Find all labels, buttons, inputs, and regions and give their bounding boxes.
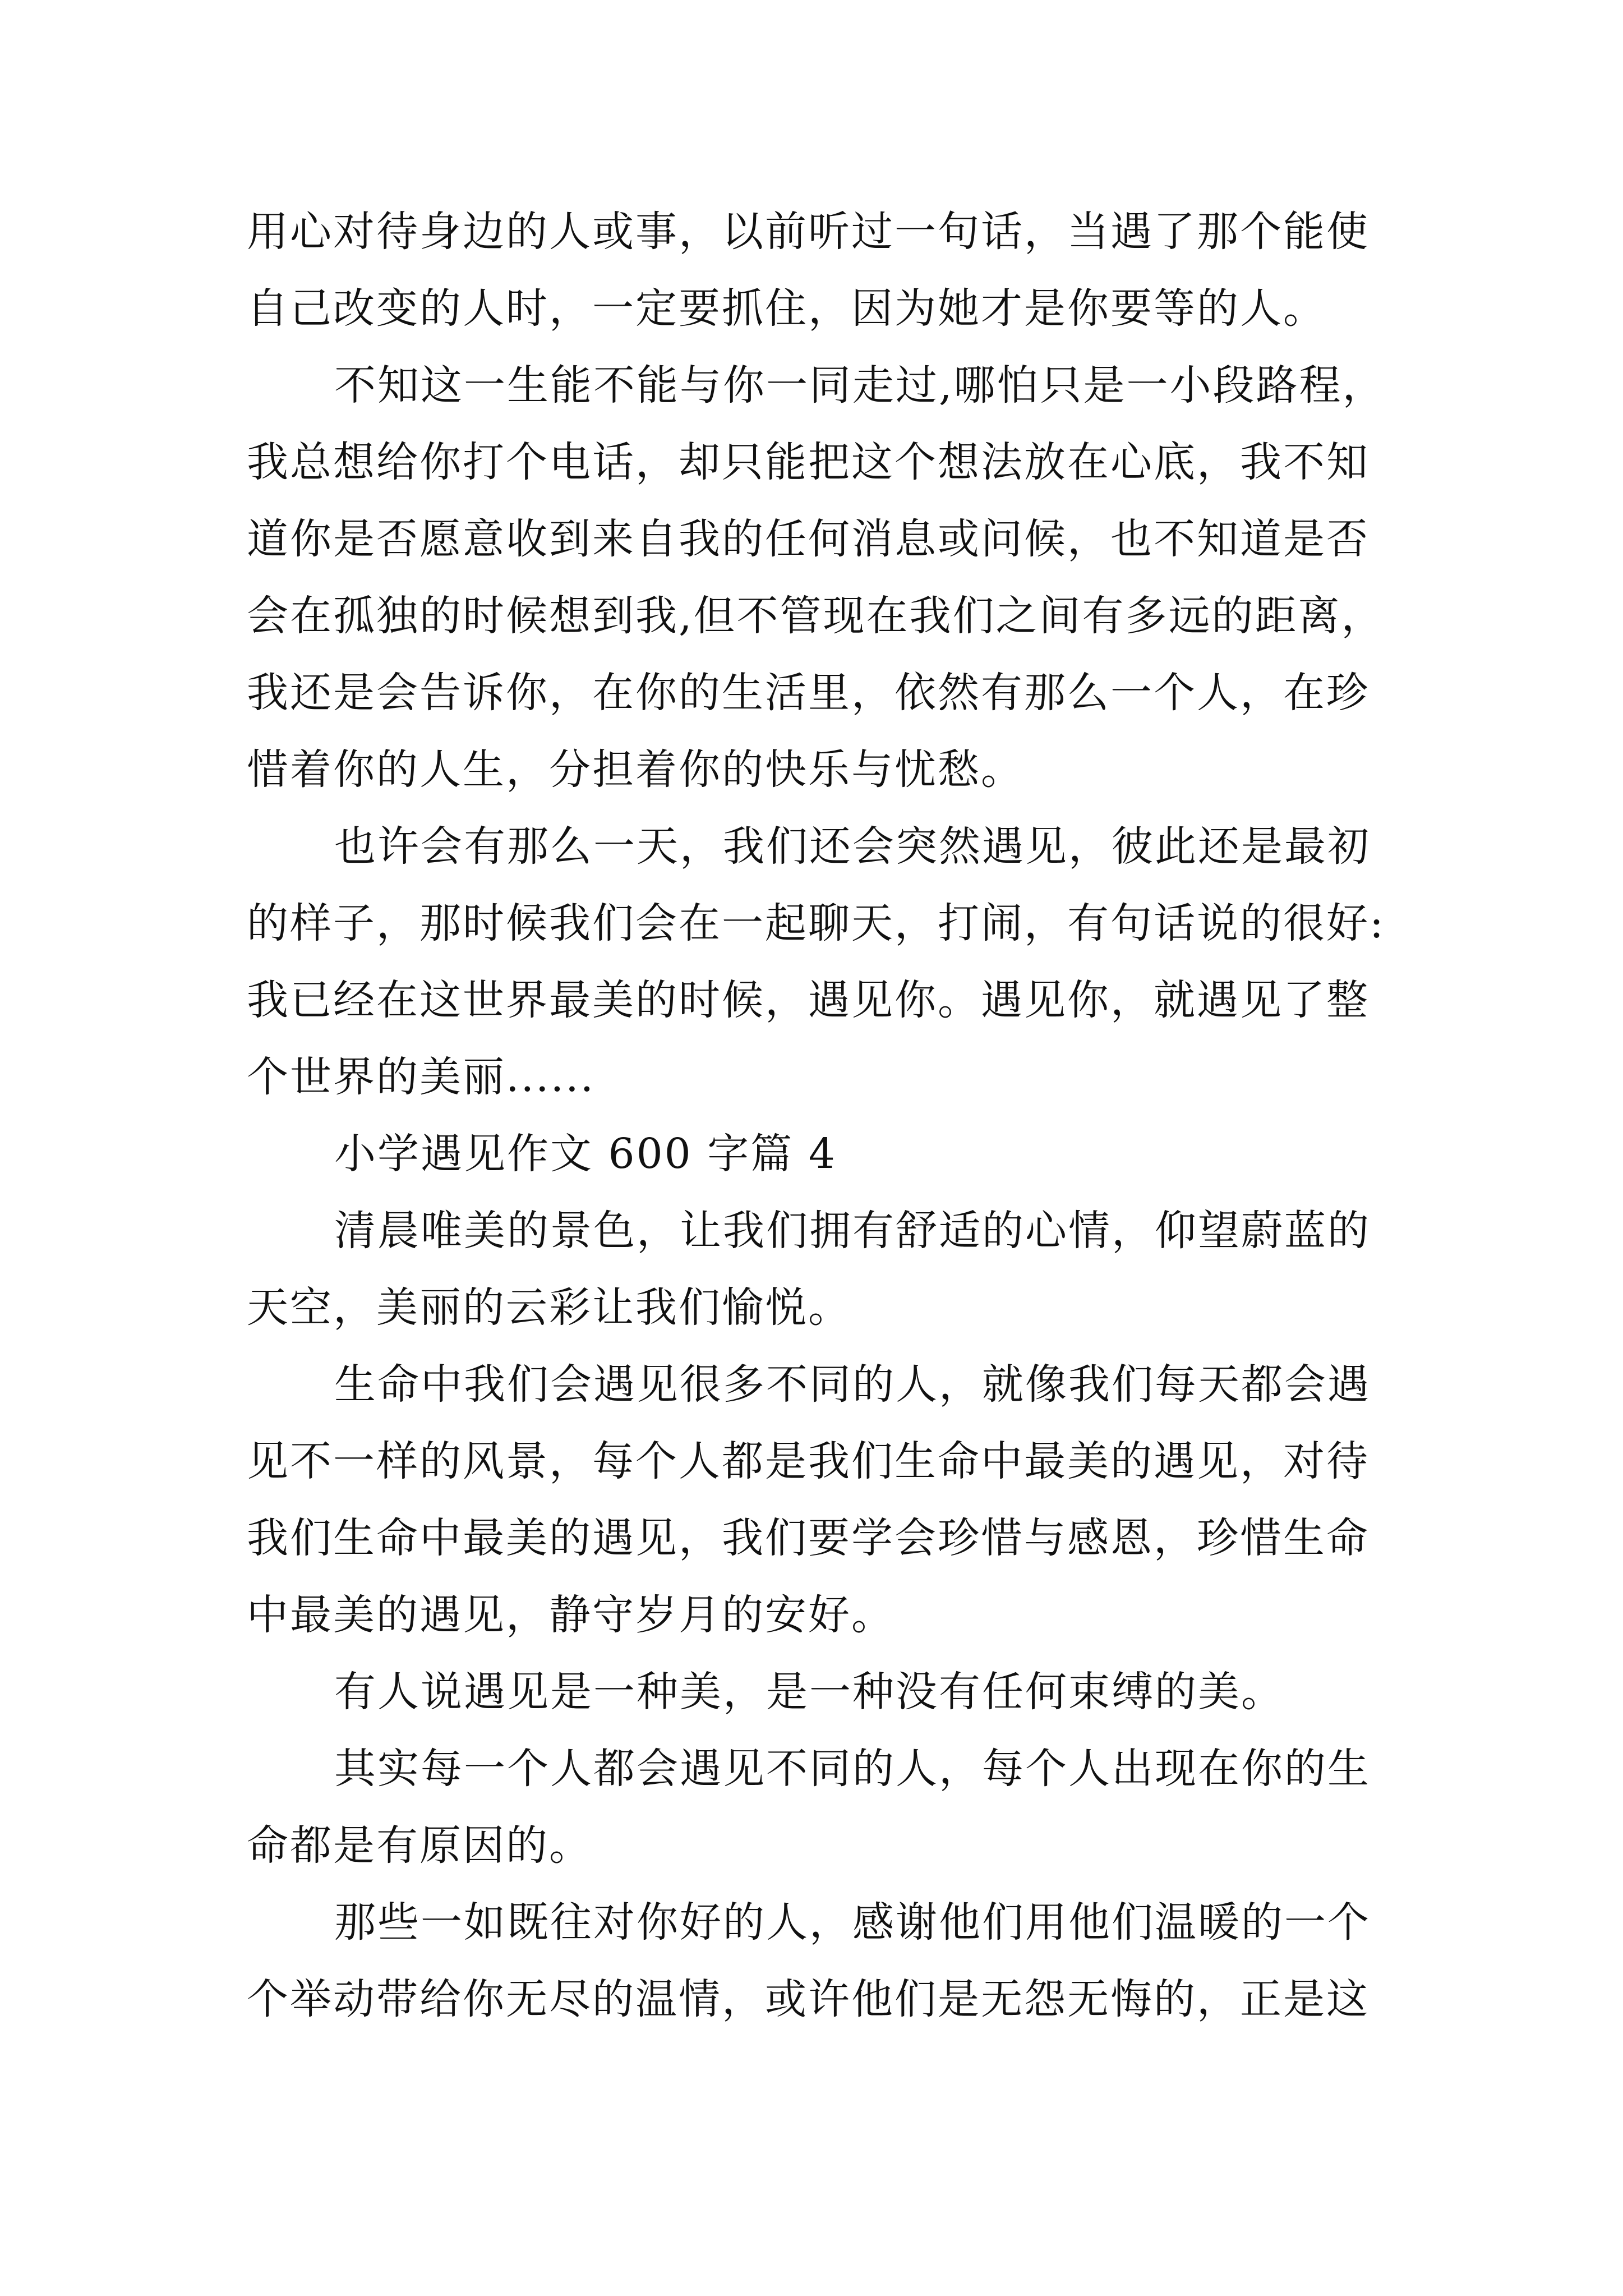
- text-line: 我还是会告诉你，在你的生活里，依然有那么一个人，在珍: [247, 669, 1370, 717]
- text-line: 会在孤独的时候想到我,但不管现在我们之间有多远的距离，: [247, 592, 1385, 640]
- paragraph-start-line: 生命中我们会遇见很多不同的人，就像我们每天都会遇: [334, 1360, 1371, 1409]
- text-line: 的样子，那时候我们会在一起聊天，打闹，有句话说的很好:: [247, 899, 1385, 947]
- section-heading: 小学遇见作文 600 字篇 4: [334, 1130, 837, 1178]
- paragraph-start-line: 有人说遇见是一种美，是一种没有任何束缚的美。: [334, 1668, 1284, 1716]
- paragraph-start-line: 其实每一个人都会遇见不同的人，每个人出现在你的生: [334, 1745, 1371, 1793]
- text-line: 道你是否愿意收到来自我的任何消息或问候，也不知道是否: [247, 515, 1370, 563]
- document-body: [247, 194, 1391, 2038]
- text-line: 天空，美丽的云彩让我们愉悦。: [247, 1283, 851, 1332]
- text-line: 我总想给你打个电话，却只能把这个想法放在心底，我不知: [247, 438, 1370, 486]
- paragraph-start-line: 清晨唯美的景色，让我们拥有舒适的心情，仰望蔚蓝的: [334, 1207, 1371, 1255]
- text-line: 惜着你的人生，分担着你的快乐与忧愁。: [247, 746, 1024, 794]
- text-line: 见不一样的风景，每个人都是我们生命中最美的遇见，对待: [247, 1437, 1370, 1485]
- paragraph-start-line: 也许会有那么一天，我们还会突然遇见，彼此还是最初: [334, 822, 1371, 871]
- text-line: 我已经在这世界最美的时候，遇见你。遇见你，就遇见了整: [247, 976, 1370, 1024]
- text-line: 自己改变的人时，一定要抓住，因为她才是你要等的人。: [247, 284, 1326, 333]
- text-line: 个举动带给你无尽的温情，或许他们是无怨无悔的，正是这: [247, 1975, 1370, 2023]
- paragraph-start-line: 不知这一生能不能与你一同走过,哪怕只是一小段路程，: [334, 361, 1386, 409]
- text-line: 中最美的遇见，静守岁月的安好。: [247, 1591, 895, 1639]
- text-line: 命都是有原因的。: [247, 1821, 592, 1870]
- paragraph-start-line: 那些一如既往对你好的人，感谢他们用他们温暖的一个: [334, 1898, 1371, 1947]
- text-line: 用心对待身边的人或事，以前听过一句话，当遇了那个能使: [247, 208, 1370, 256]
- text-line: 我们生命中最美的遇见，我们要学会珍惜与感恩，珍惜生命: [247, 1514, 1370, 1562]
- text-line: 个世界的美丽......: [247, 1053, 596, 1101]
